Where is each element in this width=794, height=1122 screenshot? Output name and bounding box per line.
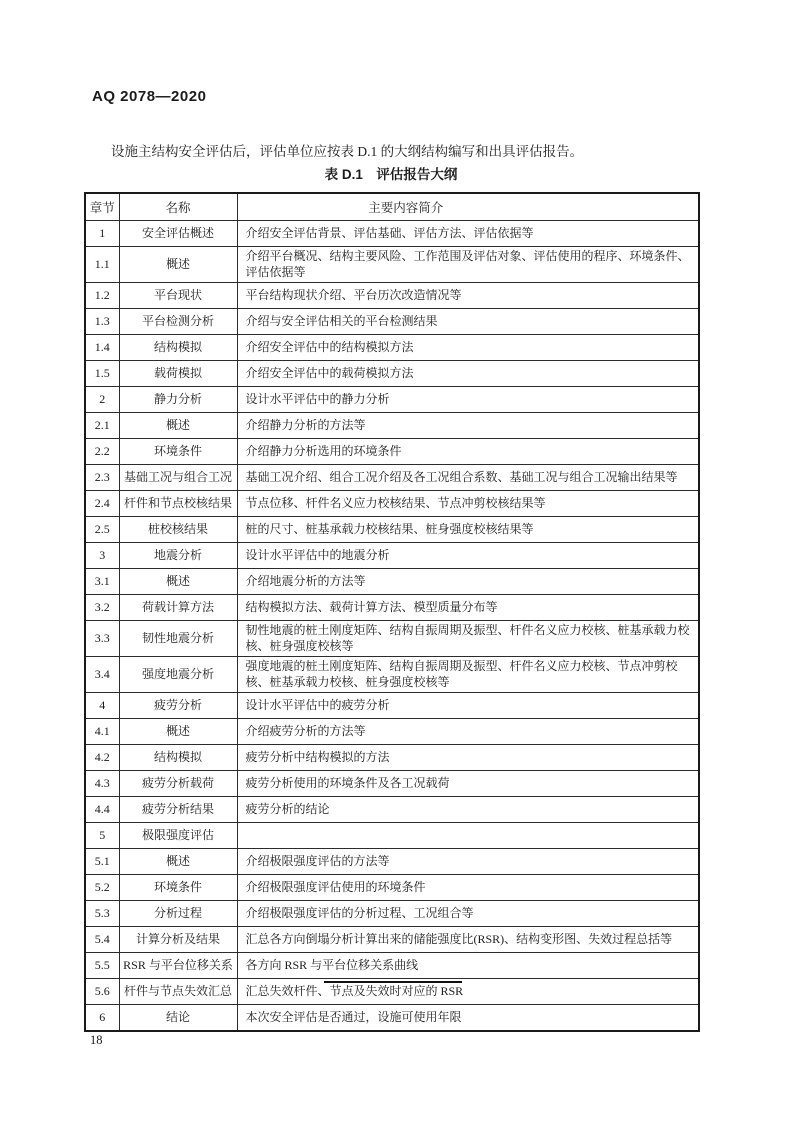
content-cell: 设计水平评估中的地震分析	[237, 543, 699, 569]
table-row	[85, 595, 699, 621]
chapter-cell: 1	[85, 221, 119, 247]
content-cell: 设计水平评估中的静力分析	[237, 387, 699, 413]
name-cell: 概述	[119, 247, 237, 283]
content-cell: 本次安全评估是否通过，设施可使用年限	[237, 1005, 699, 1032]
table-row	[85, 719, 699, 745]
content-cell: 疲劳分析中结构模拟的方法	[237, 745, 699, 771]
name-cell: 桩校核结果	[119, 517, 237, 543]
content-cell: 介绍平台概况、结构主要风险、工作范围及评估对象、评估使用的程序、环境条件、评估依据等	[237, 247, 699, 283]
table-row	[85, 247, 699, 283]
name-cell: 疲劳分析结果	[119, 797, 237, 823]
name-cell: 荷载计算方法	[119, 595, 237, 621]
name-cell: 结构模拟	[119, 335, 237, 361]
table-row	[85, 927, 699, 953]
chapter-cell: 2.4	[85, 491, 119, 517]
chapter-cell: 4	[85, 693, 119, 719]
chapter-cell: 2.5	[85, 517, 119, 543]
chapter-cell: 3.2	[85, 595, 119, 621]
table-header-row	[85, 193, 699, 221]
table-row	[85, 413, 699, 439]
table-header	[85, 193, 699, 221]
table-row	[85, 693, 699, 719]
chapter-cell: 6	[85, 1005, 119, 1032]
table-row	[85, 465, 699, 491]
content-cell: 节点位移、杆件名义应力校核结果、节点冲剪校核结果等	[237, 491, 699, 517]
chapter-cell: 5.6	[85, 979, 119, 1005]
content-cell: 结构模拟方法、载荷计算方法、模型质量分布等	[237, 595, 699, 621]
chapter-cell: 4.4	[85, 797, 119, 823]
content-cell: 汇总失效杆件、节点及失效时对应的 RSR	[237, 979, 699, 1005]
content-cell: 疲劳分析使用的环境条件及各工况载荷	[237, 771, 699, 797]
chapter-cell: 3.1	[85, 569, 119, 595]
content-cell: 强度地震的桩土刚度矩阵、结构自振周期及振型、杆件名义应力校核、节点冲剪校核、桩基承载力校核、桩身强度校核等	[237, 657, 699, 693]
report-outline-table	[84, 192, 700, 1032]
content-cell: 介绍安全评估背景、评估基础、评估方法、评估依据等	[237, 221, 699, 247]
name-cell: 杆件和节点校核结果	[119, 491, 237, 517]
closing-rule	[324, 981, 462, 983]
table-row	[85, 283, 699, 309]
header-chapter: 章节	[85, 193, 119, 221]
table-row	[85, 745, 699, 771]
table-row	[85, 875, 699, 901]
name-cell: 概述	[119, 849, 237, 875]
table-row	[85, 953, 699, 979]
table-row	[85, 797, 699, 823]
intro-paragraph: 设施主结构安全评估后，评估单位应按表 D.1 的大纲结构编写和出具评估报告。	[111, 143, 584, 159]
chapter-cell: 3.4	[85, 657, 119, 693]
content-cell: 介绍极限强度评估的分析过程、工况组合等	[237, 901, 699, 927]
chapter-cell: 4.2	[85, 745, 119, 771]
table-row	[85, 221, 699, 247]
name-cell: 极限强度评估	[119, 823, 237, 849]
name-cell: 疲劳分析	[119, 693, 237, 719]
chapter-cell: 1.2	[85, 283, 119, 309]
table-row	[85, 335, 699, 361]
content-cell: 韧性地震的桩土刚度矩阵、结构自振周期及振型、杆件名义应力校核、桩基承载力校核、桩身强度校核等	[237, 621, 699, 657]
chapter-cell: 5.2	[85, 875, 119, 901]
table-row	[85, 901, 699, 927]
name-cell: 韧性地震分析	[119, 621, 237, 657]
name-cell: 平台检测分析	[119, 309, 237, 335]
name-cell: 分析过程	[119, 901, 237, 927]
chapter-cell: 5.3	[85, 901, 119, 927]
chapter-cell: 3.3	[85, 621, 119, 657]
table-row	[85, 1005, 699, 1032]
table-row	[85, 849, 699, 875]
chapter-cell: 4.3	[85, 771, 119, 797]
content-cell: 疲劳分析的结论	[237, 797, 699, 823]
name-cell: 概述	[119, 569, 237, 595]
chapter-cell: 2.1	[85, 413, 119, 439]
chapter-cell: 3	[85, 543, 119, 569]
content-cell: 介绍静力分析选用的环境条件	[237, 439, 699, 465]
table-row	[85, 517, 699, 543]
chapter-cell: 1.4	[85, 335, 119, 361]
name-cell: 安全评估概述	[119, 221, 237, 247]
chapter-cell: 5.5	[85, 953, 119, 979]
name-cell: 环境条件	[119, 439, 237, 465]
table-row	[85, 309, 699, 335]
table-row	[85, 569, 699, 595]
table-row	[85, 543, 699, 569]
name-cell: 结构模拟	[119, 745, 237, 771]
chapter-cell: 1.5	[85, 361, 119, 387]
table-row	[85, 491, 699, 517]
name-cell: 结论	[119, 1005, 237, 1032]
table-row	[85, 823, 699, 849]
table-row	[85, 361, 699, 387]
content-cell: 基础工况介绍、组合工况介绍及各工况组合系数、基础工况与组合工况输出结果等	[237, 465, 699, 491]
chapter-cell: 5.4	[85, 927, 119, 953]
chapter-cell: 2	[85, 387, 119, 413]
name-cell: 基础工况与组合工况	[119, 465, 237, 491]
name-cell: 载荷模拟	[119, 361, 237, 387]
standard-number: AQ 2078—2020	[92, 88, 207, 105]
content-cell: 各方向 RSR 与平台位移关系曲线	[237, 953, 699, 979]
page-number: 18	[90, 1033, 103, 1047]
chapter-cell: 1.1	[85, 247, 119, 283]
content-cell: 平台结构现状介绍、平台历次改造情况等	[237, 283, 699, 309]
content-cell: 介绍疲劳分析的方法等	[237, 719, 699, 745]
table-row	[85, 657, 699, 693]
table-body	[85, 221, 699, 1032]
chapter-cell: 4.1	[85, 719, 119, 745]
table-row	[85, 771, 699, 797]
name-cell: 计算分析及结果	[119, 927, 237, 953]
content-cell: 介绍与安全评估相关的平台检测结果	[237, 309, 699, 335]
content-cell: 介绍极限强度评估的方法等	[237, 849, 699, 875]
chapter-cell: 1.3	[85, 309, 119, 335]
content-cell: 汇总各方向倒塌分析计算出来的储能强度比(RSR)、结构变形图、失效过程总括等	[237, 927, 699, 953]
header-name: 名称	[119, 193, 237, 221]
name-cell: 疲劳分析载荷	[119, 771, 237, 797]
table-row	[85, 621, 699, 657]
name-cell: 概述	[119, 719, 237, 745]
name-cell: 地震分析	[119, 543, 237, 569]
content-cell: 介绍极限强度评估使用的环境条件	[237, 875, 699, 901]
content-cell: 桩的尺寸、桩基承载力校核结果、桩身强度校核结果等	[237, 517, 699, 543]
chapter-cell: 5.1	[85, 849, 119, 875]
table-row	[85, 387, 699, 413]
name-cell: 概述	[119, 413, 237, 439]
table-caption: 表 D.1 评估报告大纲	[324, 167, 458, 182]
content-cell: 介绍地震分析的方法等	[237, 569, 699, 595]
name-cell: 静力分析	[119, 387, 237, 413]
name-cell: 杆件与节点失效汇总	[119, 979, 237, 1005]
content-cell: 介绍安全评估中的结构模拟方法	[237, 335, 699, 361]
chapter-cell: 5	[85, 823, 119, 849]
content-cell: 介绍安全评估中的载荷模拟方法	[237, 361, 699, 387]
name-cell: 强度地震分析	[119, 657, 237, 693]
chapter-cell: 2.2	[85, 439, 119, 465]
name-cell: 平台现状	[119, 283, 237, 309]
content-cell	[237, 823, 699, 849]
header-content: 主要内容简介	[237, 193, 699, 221]
chapter-cell: 2.3	[85, 465, 119, 491]
content-cell: 介绍静力分析的方法等	[237, 413, 699, 439]
name-cell: 环境条件	[119, 875, 237, 901]
table-row	[85, 439, 699, 465]
content-cell: 设计水平评估中的疲劳分析	[237, 693, 699, 719]
name-cell: RSR 与平台位移关系	[119, 953, 237, 979]
